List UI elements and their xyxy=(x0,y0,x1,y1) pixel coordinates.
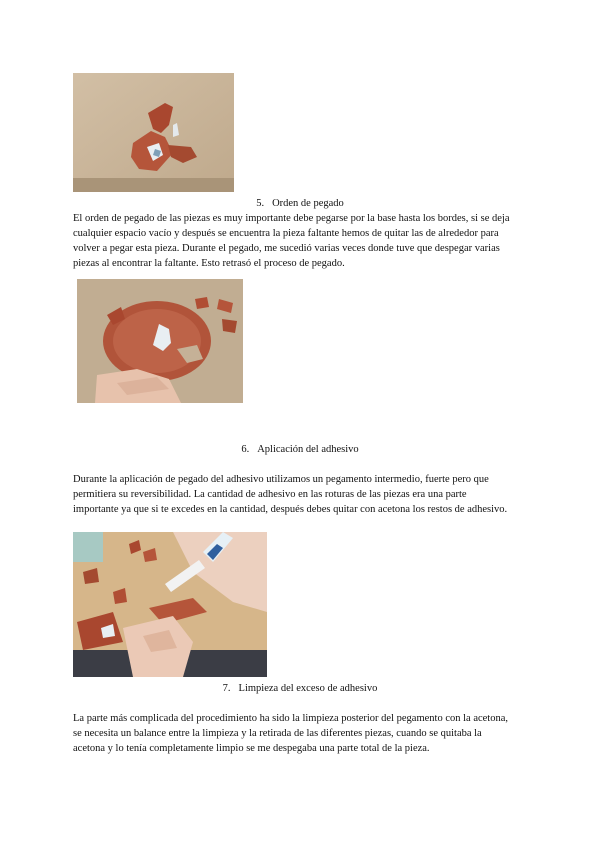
section-5-paragraph: El orden de pegado de las piezas es muy importante debe pegarse por la base hasta los bordes, si se deja cualquier espacio vacío y después se encuentra la pieza faltante hemos de quitar las de alrededor para volver a pegar esta pieza. Durante el pegado, me sucedió varias veces donde tuve que despegar varias piezas al encontrar la faltante. Esto retrasó el proceso de pegado. xyxy=(73,213,510,269)
section-title: Orden de pegado xyxy=(272,198,344,209)
ceramic-fragments-photo xyxy=(73,73,234,192)
section-7-paragraph: La parte más complicada del procedimiento ha sido la limpieza posterior del pegamento con la acetona, se necesita un balance entre la limpieza y la retirada de las diferentes piezas, cuando se quitaba la acetona y lo tenía completamente limpio se me despegaba una parte total de la pieza. xyxy=(73,713,508,754)
adhesive-application-photo xyxy=(73,532,267,677)
section-title: Limpieza del exceso de adhesivo xyxy=(238,683,378,694)
ceramic-base-reassembly-photo xyxy=(77,279,243,403)
section-6-heading xyxy=(0,443,600,457)
section-number: 7. xyxy=(222,683,231,694)
section-6-paragraph: Durante la aplicación de pegado del adhesivo utilizamos un pegamento intermedio, fuerte pero que permitiera su reversibilidad. La cantidad de adhesivo en las roturas de las piezas era una parte importante ya que si te excedes en la cantidad, después debes quitar con acetona los restos de adhesivo. xyxy=(73,474,508,515)
section-title: Aplicación del adhesivo xyxy=(257,444,359,455)
section-number: 5. xyxy=(256,198,265,209)
section-5-heading xyxy=(0,197,600,211)
section-number: 6. xyxy=(241,444,250,455)
section-7-heading xyxy=(0,682,600,696)
